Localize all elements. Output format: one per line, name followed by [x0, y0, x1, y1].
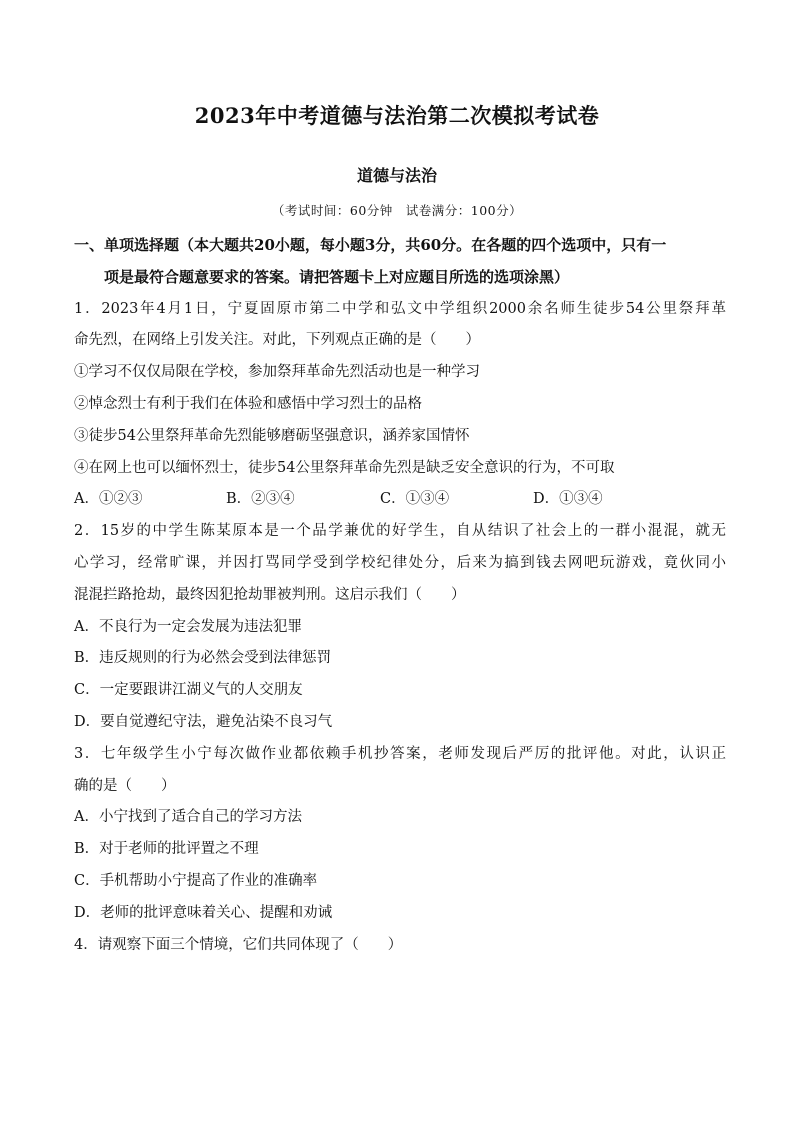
- question-3-option-c: C．手机帮助小宁提高了作业的准确率: [74, 872, 318, 889]
- question-2: [74, 516, 726, 739]
- question-3-option-b: B．对于老师的批评置之不理: [74, 841, 259, 858]
- question-1-stem-line-2: 命先烈，在网络上引发关注。对此，下列观点正确的是（ ）: [74, 332, 480, 349]
- question-2-option-a: A．不良行为一定会发展为违法犯罪: [74, 618, 302, 635]
- question-1-statement-2: ②悼念烈士有利于我们在体验和感悟中学习烈士的品格: [74, 395, 422, 412]
- question-1-option-c: C．①③④: [380, 491, 450, 508]
- exam-content: [74, 230, 726, 961]
- question-3: [74, 739, 726, 930]
- question-1-statement-1: ①学习不仅仅局限在学校，参加祭拜革命先烈活动也是一种学习: [74, 364, 480, 381]
- question-4: [74, 930, 726, 962]
- question-4-stem-line-1: 4．请观察下面三个情境，它们共同体现了（ ）: [74, 936, 403, 953]
- question-1-options: [74, 484, 726, 516]
- question-2-stem-line-3: 混混拦路抢劫，最终因犯抢劫罪被判刑。这启示我们（ ）: [74, 586, 466, 603]
- question-2-option-b: B．违反规则的行为必然会受到法律惩罚: [74, 650, 332, 667]
- section-heading-line-2: 项是最符合题意要求的答案。请把答题卡上对应题目所选的选项涂黑）: [104, 267, 570, 286]
- question-1-stem-line-1: 1．2023年4月1日，宁夏固原市第二中学和弘文中学组织2000余名师生徒步54公里祭拜革: [74, 300, 726, 317]
- question-1-option-a: A．①②③: [74, 491, 143, 508]
- question-1-statement-3: ③徒步54公里祭拜革命先烈能够磨砺坚强意识，涵养家国情怀: [74, 427, 470, 444]
- question-2-option-d: D．要自觉遵纪守法，避免沾染不良习气: [74, 713, 333, 730]
- question-1-statement-4: ④在网上也可以缅怀烈士，徒步54公里祭拜革命先烈是缺乏安全意识的行为，不可取: [74, 459, 615, 476]
- question-1-option-d: D．①③④: [533, 491, 603, 508]
- question-3-option-d: D．老师的批评意味着关心、提醒和劝诫: [74, 904, 333, 921]
- question-2-option-c: C．一定要跟讲江湖义气的人交朋友: [74, 682, 303, 699]
- question-3-stem-line-2: 确的是（ ）: [74, 777, 176, 794]
- question-2-stem-line-2: 心学习，经常旷课，并因打骂同学受到学校纪律处分，后来为搞到钱去网吧玩游戏，竟伙同小: [74, 554, 726, 571]
- section-heading: [74, 230, 726, 294]
- question-1: [74, 294, 726, 517]
- question-3-stem-line-1: 3．七年级学生小宁每次做作业都依赖手机抄答案，老师发现后严厉的批评他。对此，认识正: [74, 745, 726, 762]
- question-3-option-a: A．小宁找到了适合自己的学习方法: [74, 809, 302, 826]
- section-heading-line-1: 一、单项选择题（本大题共20小题，每小题3分，共60分。在各题的四个选项中，只有一: [74, 236, 667, 254]
- question-1-option-b: B．②③④: [226, 491, 295, 508]
- exam-info: （考试时间：60分钟 试卷满分：100分）: [271, 203, 523, 218]
- page-subtitle: 道德与法治: [356, 166, 437, 185]
- page-title: 2023年中考道德与法治第二次模拟考试卷: [194, 103, 600, 128]
- question-2-stem-line-1: 2．15岁的中学生陈某原本是一个品学兼优的好学生，自从结识了社会上的一群小混混，就无: [74, 523, 726, 540]
